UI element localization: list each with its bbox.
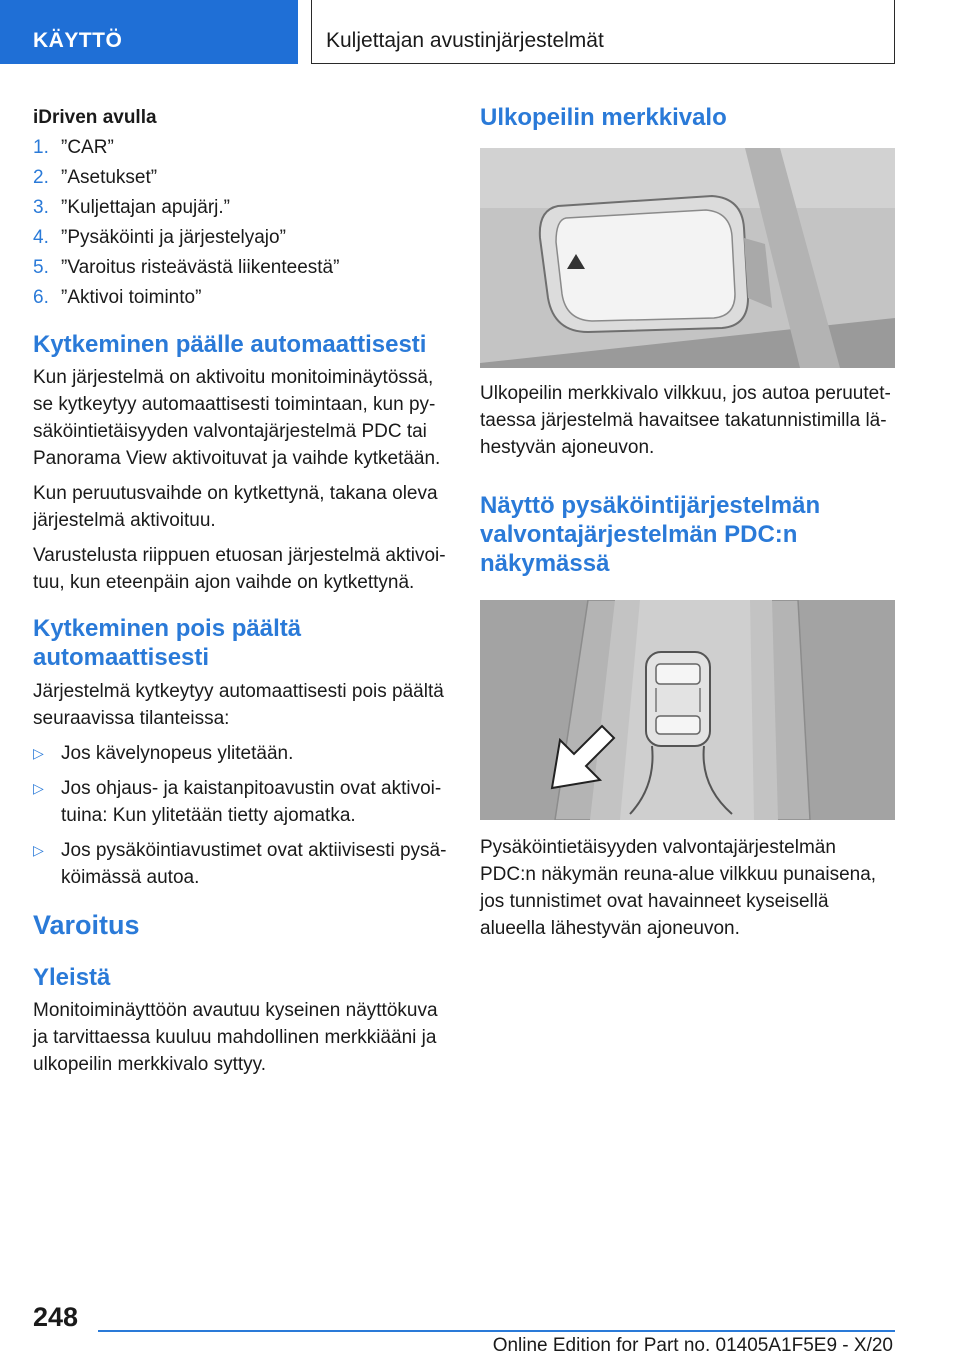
mirror-paragraph: Ulkopeilin merkkivalo vilkkuu, jos autoa peruutettaessa järjestelmä havaitsee takatunnistimilla lähestyvän ajoneuvon. xyxy=(480,383,891,458)
pdc-heading: Näyttö pysäköintijärjestelmän valvontajärjestelmän PDC:n näkymässä xyxy=(480,492,821,577)
pdc-display-illustration xyxy=(480,600,895,820)
list-item xyxy=(33,193,448,223)
list-item xyxy=(33,775,448,829)
list-item xyxy=(33,283,448,313)
bullet-text: Jos kävelynopeus ylitetään. xyxy=(61,743,294,764)
bullet-triangle-icon: ▷ xyxy=(33,842,44,858)
vehicle-icon xyxy=(646,652,710,746)
step-text: ”CAR” xyxy=(61,137,114,158)
step-text: ”Kuljettajan apujärj.” xyxy=(61,197,230,218)
pdc-paragraph: Pysäköintietäisyyden valvontajärjestelmän PDC:n näkymän reuna-alue vilkkuu punaisena, jos tunnistimet ovat havainneet kyseisellä alueella lähestyvän ajoneuvon. xyxy=(480,837,877,939)
auto-off-list xyxy=(33,740,448,891)
step-number: 4. xyxy=(33,227,49,248)
general-heading: Yleistä xyxy=(33,964,111,991)
idrive-steps xyxy=(33,133,448,313)
idrive-heading: iDriven avulla xyxy=(33,107,157,128)
warning-heading: Varoitus xyxy=(33,910,140,940)
chapter-tab: KÄYTTÖ xyxy=(0,0,298,64)
auto-on-paragraph: Kun peruutusvaihde on kytkettynä, takana oleva järjestelmä aktivoituu. xyxy=(33,483,438,531)
footer-rule xyxy=(98,1330,895,1332)
step-number: 5. xyxy=(33,257,49,278)
list-item xyxy=(33,133,448,163)
auto-on-paragraph: Kun järjestelmä on aktivoitu monitoiminäytössä, se kytkeytyy automaattisesti toimintaan, kun pysäköintietäisyyden valvontajärjestelmä PDC tai Panorama View aktivoituvat ja vaihde kytketään. xyxy=(33,367,441,469)
auto-off-intro: Järjestelmä kytkeytyy automaattisesti pois päältä seuraavissa tilanteissa: xyxy=(33,681,444,729)
step-text: ”Pysäköinti ja järjestelyajo” xyxy=(61,227,286,248)
list-item xyxy=(33,740,448,767)
bullet-text: Jos ohjaus- ja kaistanpitoavustin ovat aktivoituina: Kun ylitetään tietty ajomatka. xyxy=(61,778,442,826)
left-column xyxy=(33,100,448,1086)
auto-on-heading: Kytkeminen päälle automaattisesti xyxy=(33,331,427,358)
general-paragraph: Monitoiminäyttöön avautuu kyseinen näyttökuva ja tarvittaessa kuuluu mahdollinen merkkiääni ja ulkopeilin merkkivalo syttyy. xyxy=(33,1000,438,1075)
step-text: ”Varoitus risteävästä liikenteestä” xyxy=(61,257,340,278)
bullet-triangle-icon: ▷ xyxy=(33,780,44,796)
step-text: ”Asetukset” xyxy=(61,167,158,188)
step-number: 2. xyxy=(33,167,49,188)
step-number: 3. xyxy=(33,197,49,218)
step-text: ”Aktivoi toiminto” xyxy=(61,287,202,308)
section-title: Kuljettajan avustinjärjestelmät xyxy=(311,0,895,64)
list-item xyxy=(33,163,448,193)
mirror-indicator-illustration xyxy=(480,148,895,368)
list-item xyxy=(33,837,448,891)
list-item xyxy=(33,253,448,283)
mirror-heading: Ulkopeilin merkkivalo xyxy=(480,104,727,131)
auto-off-heading: Kytkeminen pois päältä automaattisesti xyxy=(33,615,302,671)
step-number: 6. xyxy=(33,287,49,308)
step-number: 1. xyxy=(33,137,49,158)
right-column xyxy=(480,100,895,950)
bullet-triangle-icon: ▷ xyxy=(33,745,44,761)
bullet-text: Jos pysäköintiavustimet ovat aktiivisesti pysäköimässä autoa. xyxy=(61,840,447,888)
edition-info: Online Edition for Part no. 01405A1F5E9 - X/20 xyxy=(492,1335,893,1356)
list-item xyxy=(33,223,448,253)
auto-on-paragraph: Varustelusta riippuen etuosan järjestelmä aktivoituu, kun eteenpäin ajon vaihde on kytkettynä. xyxy=(33,545,446,593)
page-number: 248 xyxy=(33,1302,79,1332)
